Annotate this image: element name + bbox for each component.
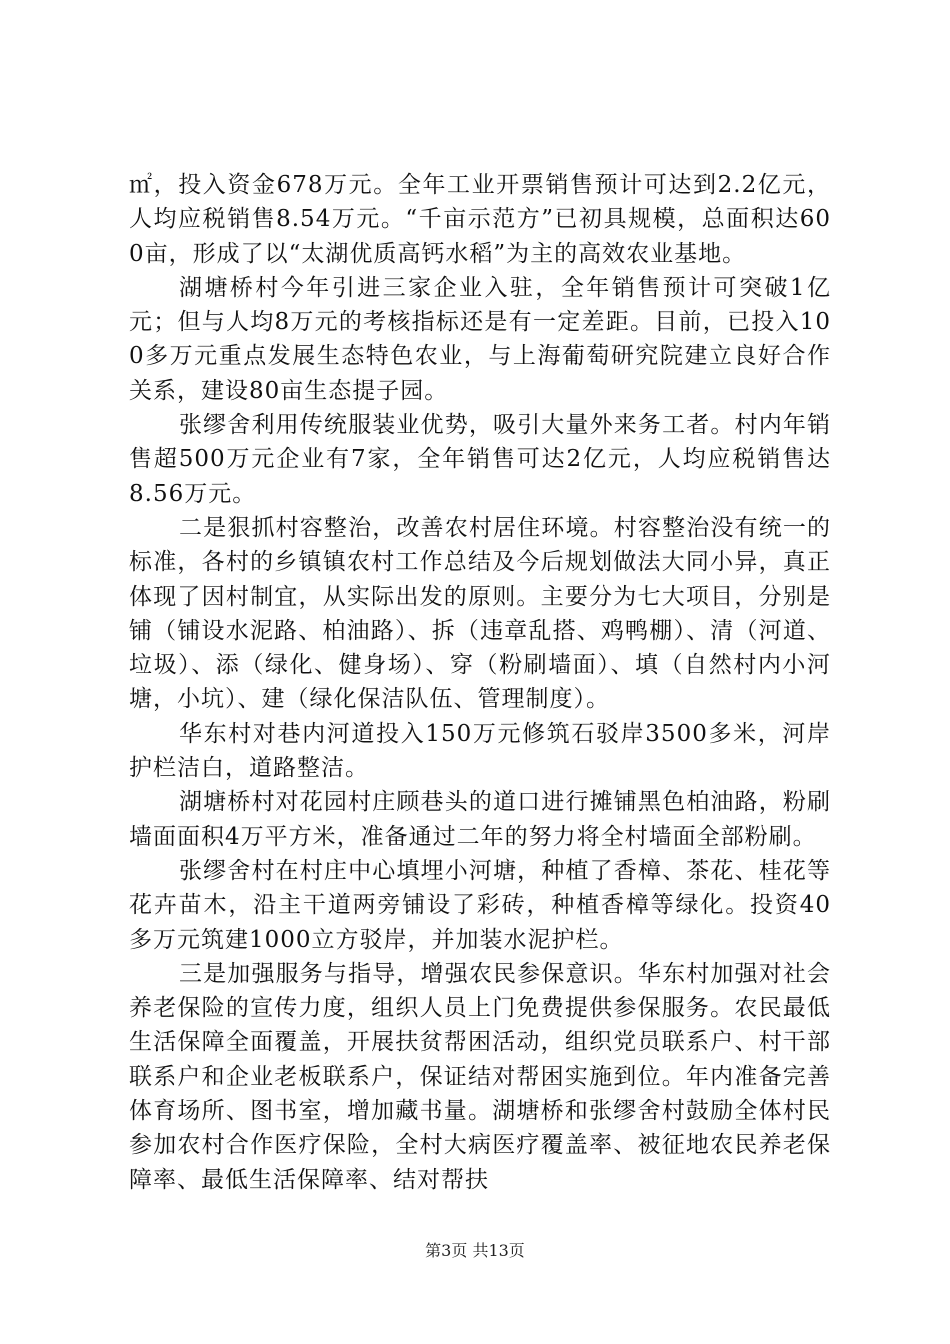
- body-text: [129, 168, 831, 1197]
- paragraph-7: 张缪舍村在村庄中心填埋小河塘，种植了香樟、茶花、桂花等花卉苗木，沿主干道两旁铺设了彩砖，种植香樟等绿化。投资40多万元筑建1000立方驳岸，并加装水泥护栏。: [129, 857, 831, 953]
- page-footer: [0, 1241, 950, 1261]
- paragraph-5: 华东村对巷内河道投入150万元修筑石驳岸3500多米，河岸护栏洁白，道路整洁。: [129, 720, 831, 782]
- paragraph-3: 张缪舍利用传统服装业优势，吸引大量外来务工者。村内年销售超500万元企业有7家，全年销售可达2亿元，人均应税销售达8.56万元。: [129, 412, 831, 507]
- paragraph-4: 二是狠抓村容整治，改善农村居住环境。村容整治没有统一的标准，各村的乡镇镇农村工作总结及今后规划做法大同小异，真正体现了因村制宜，从实际出发的原则。主要分为七大项目，分别是铺（铺设水泥路、柏油路）、拆（违章乱搭、鸡鸭棚）、清（河道、垃圾）、添（绿化、健身场）、穿（粉刷墙面）、填（自然村内小河塘，小坑）、建（绿化保洁队伍、管理制度）。: [129, 514, 831, 713]
- paragraph-8: 三是加强服务与指导，增强农民参保意识。华东村加强对社会养老保险的宣传力度，组织人员上门免费提供参保服务。农民最低生活保障全面覆盖，开展扶贫帮困活动，组织党员联系户、村干部联系户和企业老板联系户，保证结对帮困实施到位。年内准备完善体育场所、图书室，增加藏书量。湖塘桥和张缪舍村鼓励全体村民参加农村合作医疗保险，全村大病医疗覆盖率、被征地农民养老保障率、最低生活保障率、结对帮扶: [129, 960, 831, 1193]
- page-number: 第3页 共13页: [425, 1241, 525, 1260]
- paragraph-6: 湖塘桥村对花园村庄顾巷头的道口进行摊铺黑色柏油路，粉刷墙面面积4万平方米，准备通过二年的努力将全村墙面全部粉刷。: [129, 789, 831, 850]
- paragraph-1: ㎡，投入资金678万元。全年工业开票销售预计可达到2.2亿元，人均应税销售8.54万元。“千亩示范方”已初具规模，总面积达600亩，形成了以“太湖优质高钙水稻”为主的高效农业基地。: [129, 172, 831, 267]
- paragraph-2: 湖塘桥村今年引进三家企业入驻，全年销售预计可突破1亿元；但与人均8万元的考核指标还是有一定差距。目前，已投入100多万元重点发展生态特色农业，与上海葡萄研究院建立良好合作关系，建设80亩生态提子园。: [129, 274, 831, 404]
